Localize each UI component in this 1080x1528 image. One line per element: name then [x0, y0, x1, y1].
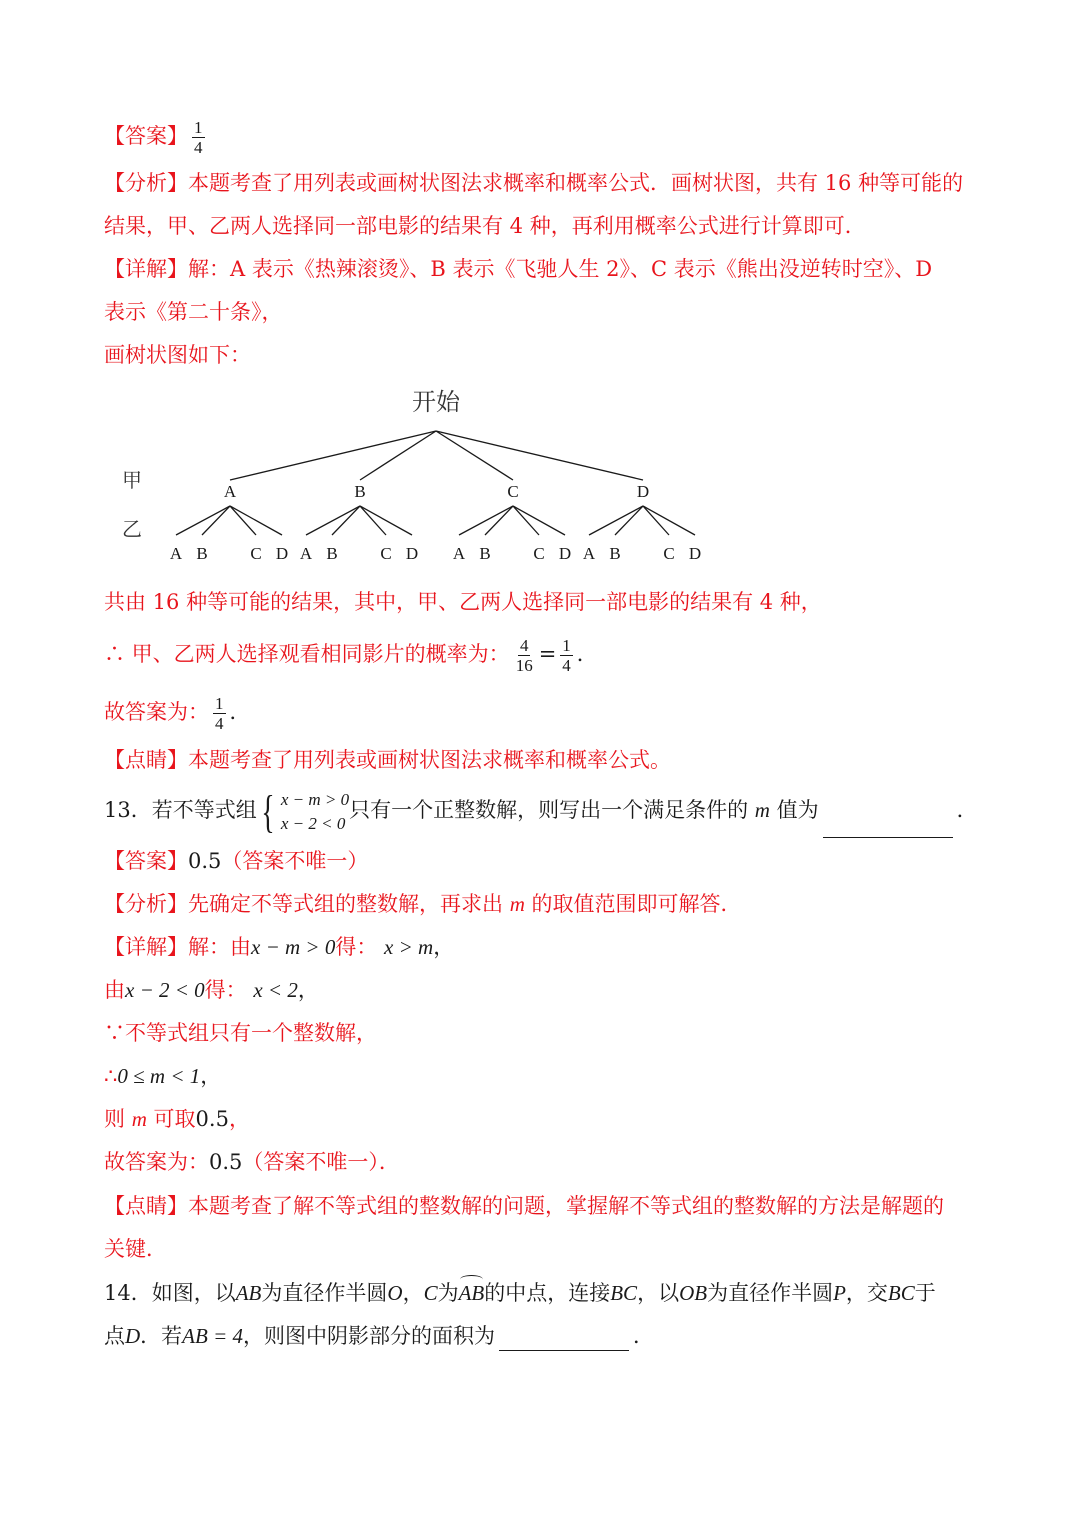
- analysis-12-line1: 【分析】本题考查了用列表或画树状图法求概率和概率公式．画树状图，共有 16 种等可能的: [104, 171, 964, 195]
- tree-leaf-A-C: C: [250, 544, 262, 563]
- tree-leaf-D-A: A: [582, 544, 596, 563]
- comment-13-line2: 关键．: [104, 1237, 167, 1261]
- answer-label: 【答案】: [104, 124, 188, 148]
- comment-13-line1: 【点睛】本题考查了解不等式组的整数解的问题，掌握解不等式组的整数解的方法是解题的: [104, 1194, 944, 1218]
- tree-branch-D-D: [643, 506, 695, 535]
- tree-leaf-B-A: A: [299, 544, 313, 563]
- tree-branch-root-C: [436, 431, 513, 480]
- comment-12: 【点睛】本题考查了用列表或画树状图法求概率和概率公式。: [104, 748, 671, 772]
- result-12-line1: 共由 16 种等可能的结果，其中，甲、乙两人选择同一部电影的结果有 4 种，: [104, 590, 822, 614]
- tree-branch-root-D: [436, 431, 643, 480]
- tree-leaf-A-B: B: [196, 544, 208, 563]
- detail-12-line3: 画树状图如下：: [104, 343, 251, 367]
- answer-blank-14[interactable]: [499, 1328, 629, 1351]
- tree-branch-C-B: [485, 506, 513, 535]
- answer-13: 【答案】0.5（答案不唯一）: [104, 849, 369, 873]
- tree-branch-B-A: [306, 506, 360, 535]
- tree-node-C: C: [507, 482, 519, 501]
- tree-branch-C-C: [513, 506, 539, 535]
- tree-leaf-C-D: D: [558, 544, 572, 563]
- detail-12-line1: 【详解】解：A 表示《热辣滚烫》、B 表示《飞驰人生 2》、C 表示《熊出没逆转时空》、D: [104, 257, 933, 281]
- tree-leaf-C-B: B: [479, 544, 491, 563]
- tree-branch-A-C: [230, 506, 256, 535]
- tree-leaf-C-C: C: [533, 544, 545, 563]
- detail-13-line6: 故答案为：0.5（答案不唯一）．: [104, 1150, 400, 1174]
- comment-label: 【点睛】: [104, 748, 188, 772]
- tree-leaf-B-C: C: [380, 544, 392, 563]
- detail-13-line2: 由x − 2 < 0得： x < 2，: [104, 978, 319, 1002]
- tree-start-label: 开始: [412, 388, 460, 416]
- tree-branch-C-A: [459, 506, 513, 535]
- tree-branch-B-C: [360, 506, 386, 535]
- result-12-line3: 故答案为： $\frac{1}{4}$ ．: [104, 694, 251, 733]
- tree-leaf-A-D: D: [275, 544, 289, 563]
- detail-13-line5: 则 m 可取0.5，: [104, 1107, 250, 1131]
- tree-node-D: D: [636, 482, 650, 501]
- result-12-line2: ∴ 甲、乙两人选择观看相同影片的概率为： $\frac{4}{16}$ = $\frac{1}{4}$ ．: [104, 636, 598, 675]
- fraction-1-4: $\frac{1}{4}$: [562, 636, 571, 675]
- tree-leaf-D-D: D: [688, 544, 702, 563]
- answer-12-line: [104, 118, 209, 157]
- tree-branches: [176, 431, 695, 535]
- detail-13-line3: ∵不等式组只有一个整数解，: [104, 1021, 377, 1045]
- tree-leaf-B-B: B: [326, 544, 338, 563]
- answer-fraction: $\frac{1}{4}$: [194, 118, 203, 157]
- arc-ab: AB: [459, 1278, 485, 1308]
- tree-leaf-D-B: B: [609, 544, 621, 563]
- tree-diagram: [104, 380, 724, 570]
- equals-sign: =: [538, 642, 557, 666]
- tree-branch-A-A: [176, 506, 230, 535]
- tree-leaf-B-D: D: [405, 544, 419, 563]
- tree-branch-A-D: [230, 506, 282, 535]
- question-14-line1: 14．如图，以AB为直径作半圆O，C为AB的中点，连接BC，以OB为直径作半圆P，交BC于: [104, 1278, 936, 1308]
- question-13: 13．若不等式组 { x − m > 0 x − 2 < 0 只有一个正整数解，则写出一个满足条件的 m 值为 ．: [104, 785, 978, 837]
- inequality-system: { x − m > 0 x − 2 < 0: [261, 785, 350, 837]
- detail-label: 【详解】: [104, 257, 188, 281]
- tree-node-B: B: [354, 482, 366, 501]
- detail-12-line2: 表示《第二十条》，: [104, 300, 283, 324]
- tree-leaf-C-A: A: [452, 544, 466, 563]
- tree-branch-D-A: [589, 506, 643, 535]
- detail-13-line4: ∴0 ≤ m < 1，: [104, 1064, 222, 1088]
- tree-yi-label: 乙: [122, 517, 142, 541]
- tree-branch-A-B: [202, 506, 230, 535]
- tree-branch-C-D: [513, 506, 565, 535]
- tree-branch-B-B: [332, 506, 360, 535]
- analysis-label: 【分析】: [104, 171, 188, 195]
- answer-blank-13[interactable]: [823, 815, 953, 838]
- tree-branch-D-C: [643, 506, 669, 535]
- fraction-4-16: $\frac{4}{16}$: [515, 636, 533, 675]
- question-14-line2: 点D．若AB = 4，则图中阴影部分的面积为 ．: [104, 1321, 654, 1351]
- tree-node-labels: [170, 482, 701, 563]
- tree-node-A: A: [223, 482, 237, 501]
- detail-13-line1: 【详解】解：由x − m > 0得： x > m，: [104, 935, 455, 959]
- analysis-13: 【分析】先确定不等式组的整数解，再求出 m 的取值范围即可解答．: [104, 892, 742, 916]
- tree-branch-root-A: [230, 431, 436, 480]
- tree-leaf-A-A: A: [169, 544, 183, 563]
- analysis-12-line2: 结果，甲、乙两人选择同一部电影的结果有 4 种，再利用概率公式进行计算即可．: [104, 214, 866, 238]
- fraction-answer: $\frac{1}{4}$: [215, 694, 224, 733]
- tree-branch-D-B: [615, 506, 643, 535]
- tree-branch-root-B: [360, 431, 436, 480]
- tree-leaf-D-C: C: [663, 544, 675, 563]
- tree-jia-label: 甲: [122, 468, 142, 492]
- tree-branch-B-D: [360, 506, 412, 535]
